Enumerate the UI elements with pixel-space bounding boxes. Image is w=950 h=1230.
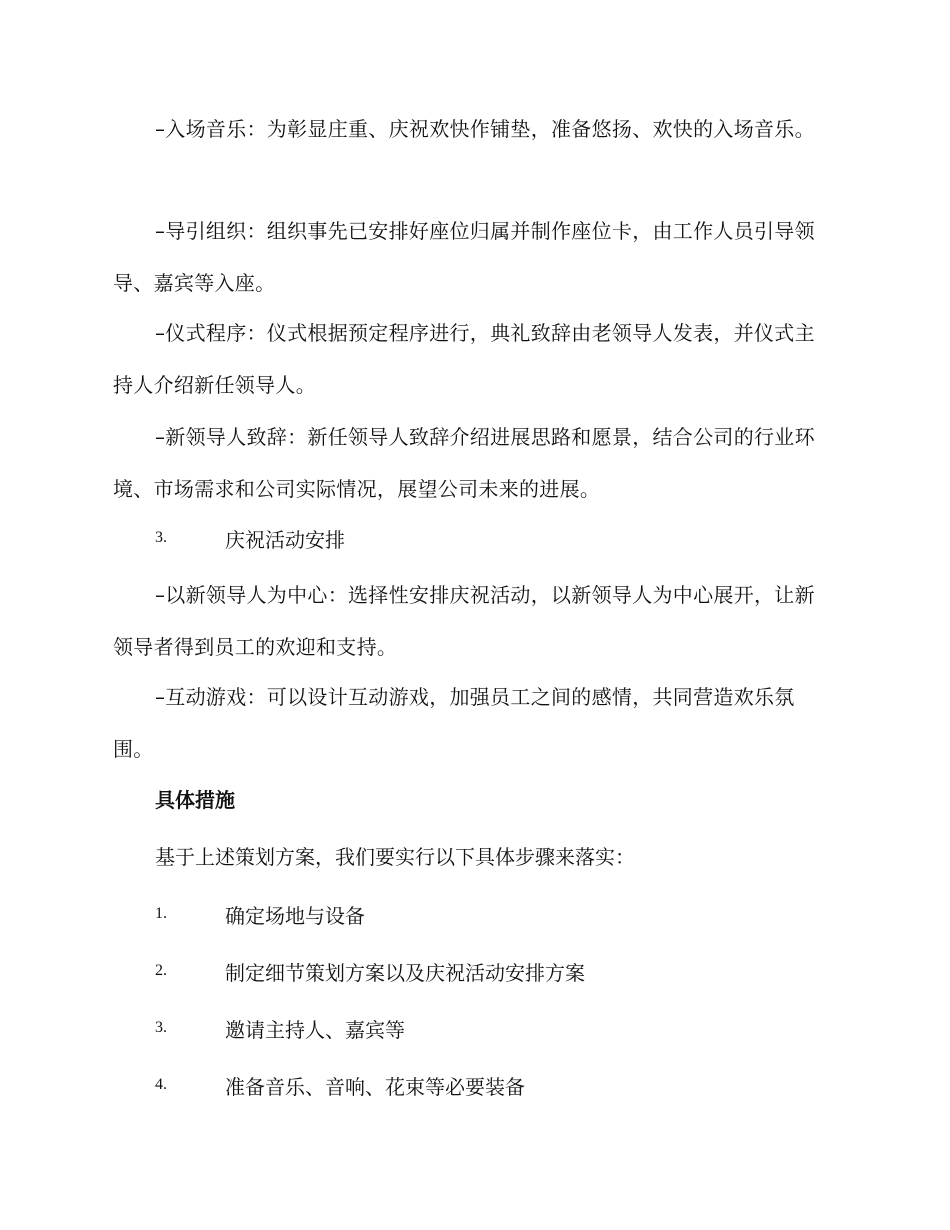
list-text: 邀请主持人、嘉宾等	[225, 1017, 405, 1042]
paragraph-new-leader-speech: –新领导人致辞：新任领导人致辞介绍进展思路和愿景，结合公司的行业环境、市场需求和公司实际情况，展望公司未来的进展。	[113, 425, 815, 501]
list-item	[155, 1013, 405, 1043]
paragraph-guidance: –导引组织：组织事先已安排好座位归属并制作座位卡，由工作人员引导领导、嘉宾等入座。	[113, 219, 815, 295]
paragraph-ceremony-program: –仪式程序：仪式根据预定程序进行，典礼致辞由老领导人发表，并仪式主持人介绍新任领导人。	[113, 321, 815, 397]
list-number: 1.	[155, 905, 167, 922]
paragraph-interactive-games: –互动游戏：可以设计互动游戏，加强员工之间的感情，共同营造欢乐氛围。	[113, 685, 795, 761]
section-title: 庆祝活动安排	[225, 527, 345, 552]
list-text: 准备音乐、音响、花束等必要装备	[225, 1074, 525, 1099]
heading-specific-measures: 具体措施	[155, 788, 235, 812]
section-heading-celebration	[155, 523, 345, 553]
list-number: 3.	[155, 1019, 167, 1036]
list-item	[155, 899, 365, 929]
list-text: 确定场地与设备	[225, 903, 365, 928]
paragraph-leader-centered: –以新领导人为中心：选择性安排庆祝活动，以新领导人为中心展开，让新领导者得到员工的欢迎和支持。	[113, 583, 815, 659]
section-number: 3.	[155, 529, 167, 546]
paragraph-entrance-music: –入场音乐：为彰显庄重、庆祝欢快作铺垫，准备悠扬、欢快的入场音乐。	[155, 117, 815, 141]
list-item	[155, 1070, 525, 1100]
list-text: 制定细节策划方案以及庆祝活动安排方案	[225, 960, 585, 985]
list-number: 2.	[155, 962, 167, 979]
list-item	[155, 956, 585, 986]
list-number: 4.	[155, 1076, 167, 1093]
measures-intro: 基于上述策划方案，我们要实行以下具体步骤来落实：	[155, 845, 635, 869]
